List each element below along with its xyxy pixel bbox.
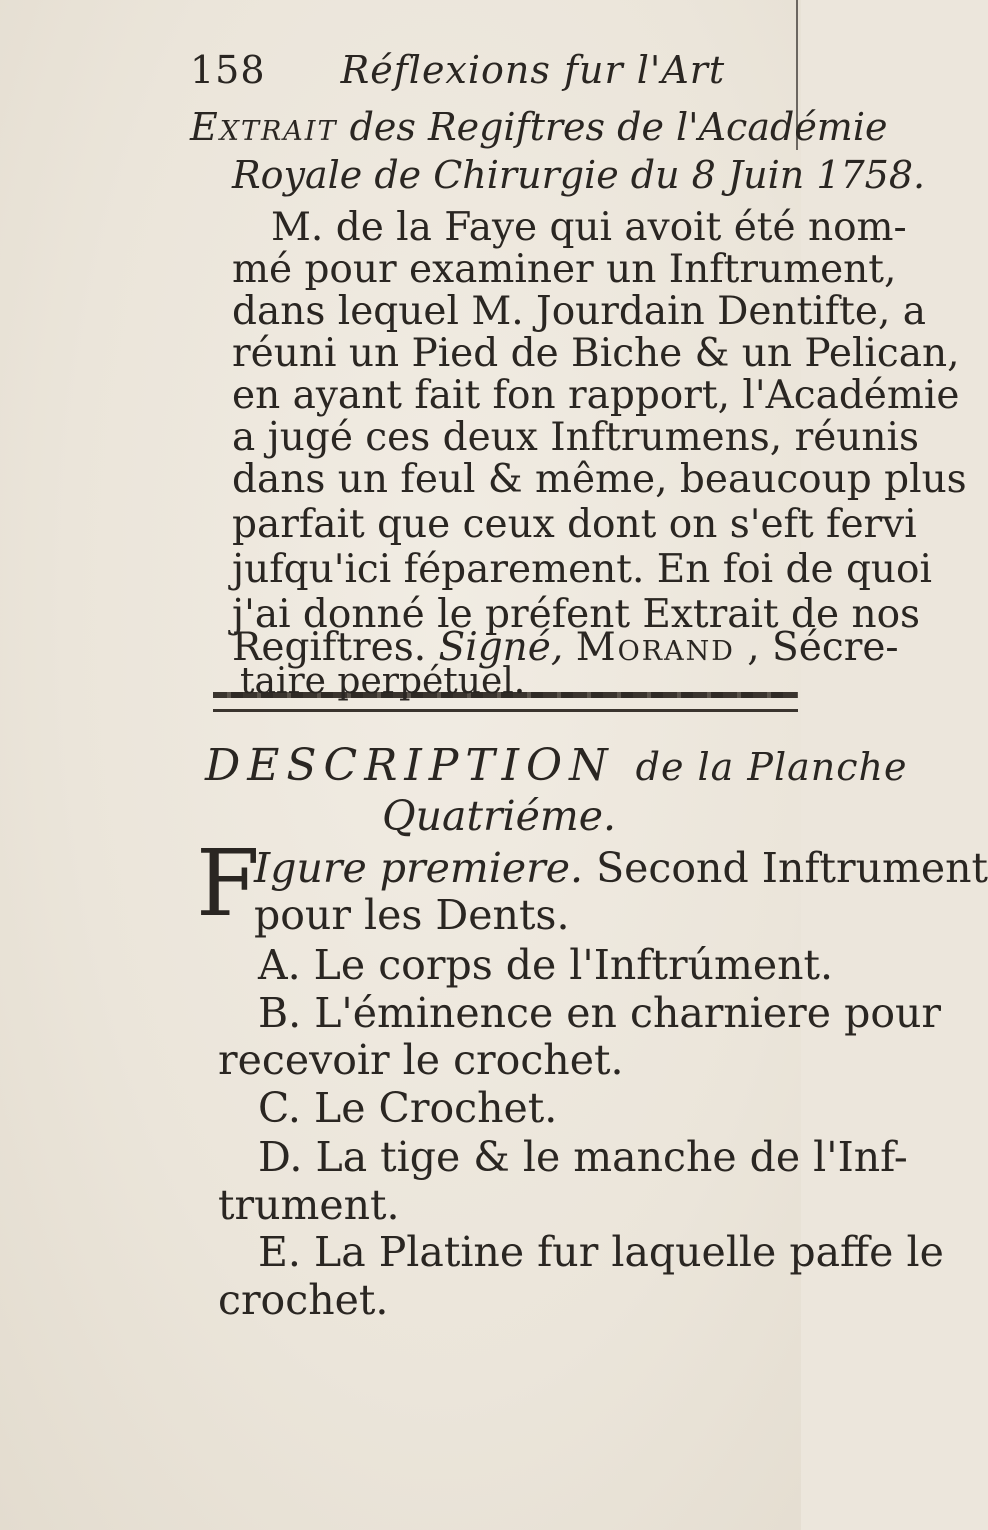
legend-item: trument. <box>218 1181 400 1229</box>
signature-registers: Regiftres. <box>232 625 439 670</box>
running-title: Réflexions fur l'Art <box>340 48 726 92</box>
legend-item: C. Le Crochet. <box>258 1084 558 1132</box>
extract-line: j'ai donné le préfent Extrait de nos <box>232 592 921 637</box>
extract-line: mé pour examiner un Inftrument, <box>232 247 897 292</box>
legend-item: B. L'éminence en charniere pour <box>258 989 942 1037</box>
figure-heading-rest: Second Inftrument <box>596 844 988 892</box>
signature-signed: Signé, <box>438 625 576 670</box>
description-title-main: DESCRIPTION <box>205 740 615 791</box>
extract-title-caps: Extrait <box>190 105 338 149</box>
signature-closing: taire perpétuel. <box>240 661 526 702</box>
extract-title-line2: Royale de Chirurgie du 8 Juin 1758. <box>232 153 926 197</box>
extract-title-line1 <box>190 105 888 149</box>
legend-item: recevoir le crochet. <box>218 1036 624 1084</box>
signature-name: Morand <box>575 625 735 670</box>
drop-cap: F <box>196 830 260 937</box>
extract-title-rest: des Regiftres de l'Académie <box>349 105 888 149</box>
divider-rule <box>213 709 798 712</box>
description-title-rest: de la Planche <box>635 745 908 789</box>
legend-item: A. Le corps de l'Inftrúment. <box>258 941 834 989</box>
extract-line: jufqu'ici féparement. En foi de quoi <box>232 547 932 592</box>
figure-line1 <box>254 844 988 892</box>
extract-line: réuni un Pied de Biche & un Pelican, <box>232 331 960 376</box>
extract-line: dans lequel M. Jourdain Dentifte, a <box>232 289 926 334</box>
description-subtitle: Quatriéme. <box>382 792 617 840</box>
legend-item: E. La Platine fur laquelle paffe le <box>258 1228 944 1276</box>
signature-role: , Sécre- <box>734 625 899 670</box>
figure-label: Igure premiere. <box>254 844 584 892</box>
extract-line: M. de la Faye qui avoit été nom- <box>271 205 907 250</box>
extract-line: dans un feul & même, beaucoup plus <box>232 457 967 502</box>
legend-item: crochet. <box>218 1276 389 1324</box>
running-header <box>190 48 725 92</box>
figure-line2: pour les Dents. <box>254 891 570 939</box>
page-number: 158 <box>190 48 266 92</box>
extract-line: parfait que ceux dont on s'eft fervi <box>232 502 917 547</box>
extract-line: en ayant fait fon rapport, l'Académie <box>232 373 960 418</box>
extract-line: a jugé ces deux Inftrumens, réunis <box>232 415 920 460</box>
description-title <box>205 740 908 791</box>
legend-item: D. La tige & le manche de l'Inf- <box>258 1133 908 1181</box>
